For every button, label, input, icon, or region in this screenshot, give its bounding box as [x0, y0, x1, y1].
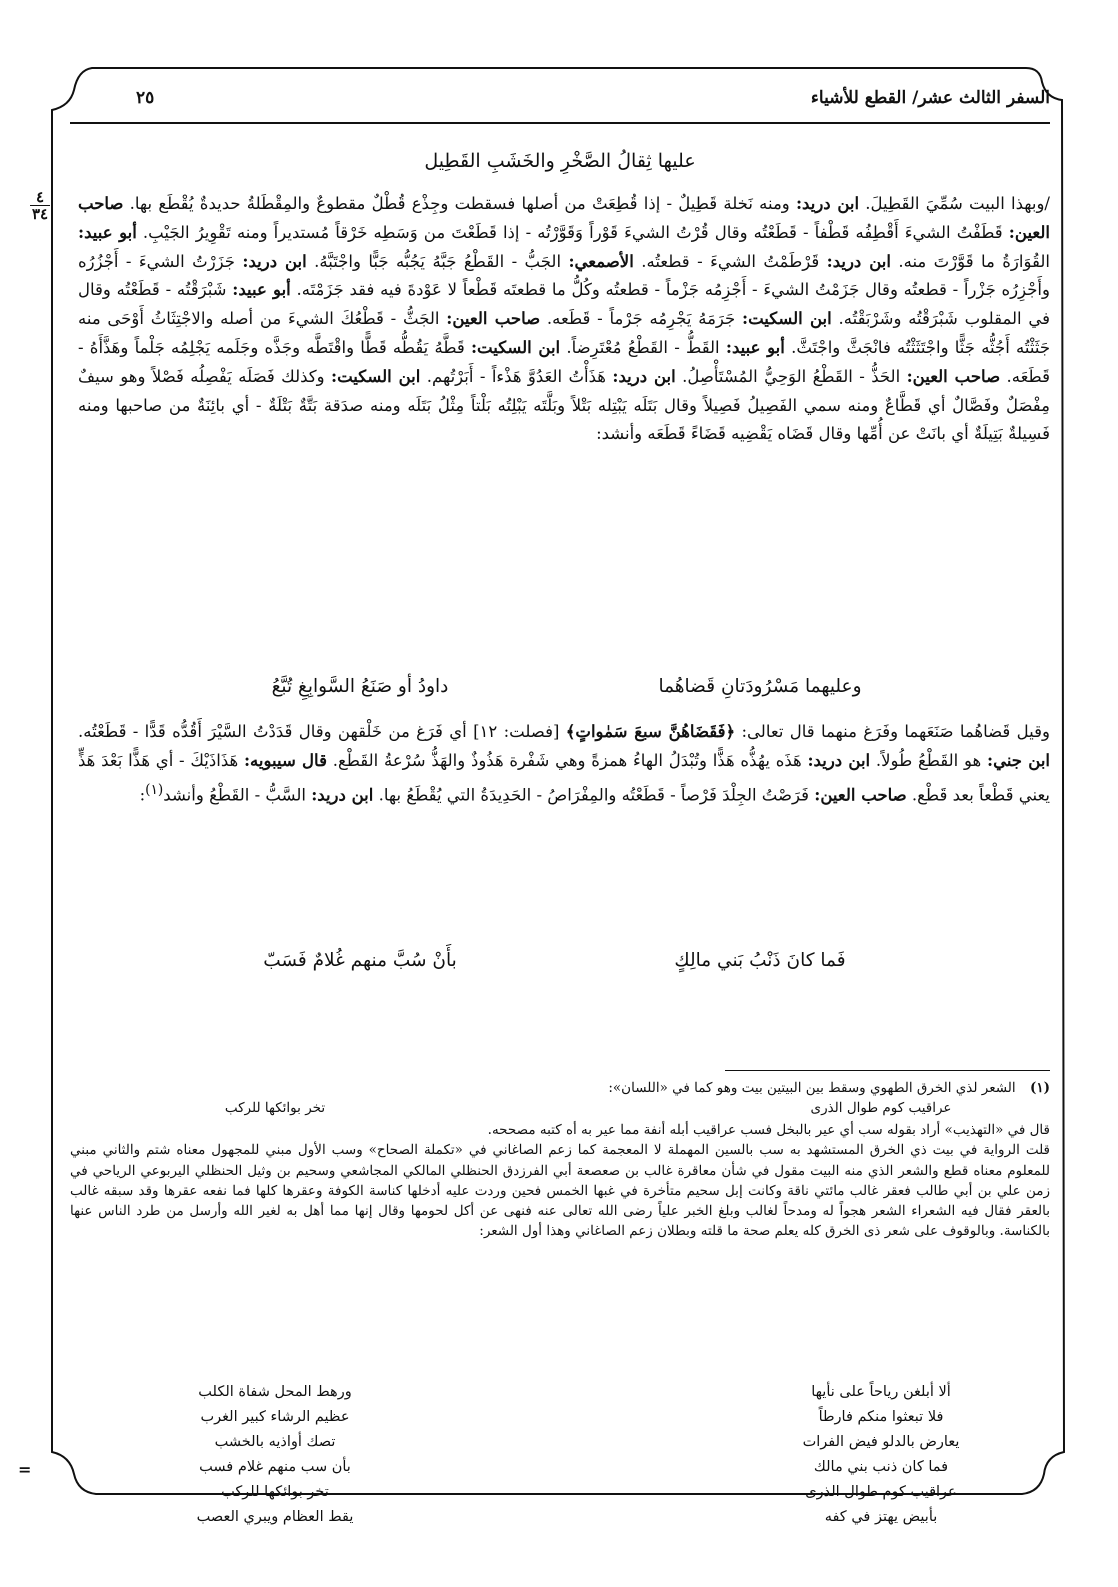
poem-verse	[70, 1505, 1050, 1530]
header-title: السفر الثالث عشر/ القطع للأشياء	[810, 88, 1050, 108]
couplet-first-hemistich: فَما كانَ ذَنْبُ بَني مالِكٍ	[674, 950, 846, 971]
text-run: القُوَارَةُ ما قَوَّرْتَ منه.	[890, 251, 1050, 271]
footnote-couplet-second: تخر بوائكها للركب	[224, 1100, 326, 1117]
speaker-name: صاحب العين:	[814, 785, 907, 805]
text-run: فَرَصْتُ الجِلْدَ فَرْصاً - قَطَعْتُه والمِفْرَاصُ - الحَدِيدَةُ التي يُقْطَعُ بها.	[373, 785, 815, 805]
speaker-name: صاحب العين:	[446, 309, 541, 329]
main-paragraph-2	[78, 718, 1050, 810]
speaker-name: ابن دريد:	[826, 251, 891, 271]
footnote-rule	[725, 1070, 1050, 1071]
page-number: ٢٥	[136, 88, 155, 108]
speaker-name: ابن دريد:	[311, 785, 374, 805]
speaker-name: ابن جني:	[986, 750, 1051, 770]
speaker-name: ﴿فَقَضَاهُنَّ سبعَ سَمٰواتٍ﴾	[565, 722, 736, 741]
poem-second-hemistich: تصك أواذيه بالخشب	[214, 1434, 336, 1450]
footnote-ref: (١)	[145, 781, 164, 798]
couplet-second-hemistich: بأَنْ سُبَّ منهم غُلامٌ فَسَبّ	[263, 950, 457, 971]
header-rule	[70, 122, 1050, 124]
speaker-name: قال سيبويه:	[243, 750, 327, 770]
speaker-name: صاحب العين:	[78, 194, 1050, 242]
text-run: جَرَمَهُ يَجْرِمُه جَرْماً - قَطَعه.	[540, 309, 743, 329]
couplet-second-hemistich: داودُ أو صَنَعُ السَّوابِغِ تُبَّعُ	[271, 676, 449, 697]
text-run: :	[139, 785, 146, 805]
text-run: قَرْطَمْتُ الشيءَ - قطعتُه.	[633, 251, 827, 271]
text-run: القَطُّ - القَطْعُ مُعْتَرِضاً.	[560, 337, 726, 357]
text-run: وكذلك فَصَلَه يَفْصِلُه فَصْلاً وهو سيفٌ مِفْصَلٌ وفَصَّالٌ أي قَطَّاعٌ ومنه سمي الفَصِيلُ فَصِيلاً وقال بَتَلَه يَبْتِله بَتْلاً وبَلَّتَه يَبْلِتُه بَلْتاً مِثْلُ بَتَلَه ومنه صدَقة بَتَّةٌ بَتْلَةٌ - أي بائِنَةٌ من صاحبها ومنه فَسِيلةٌ بَتِيلَةٌ أي بانَتْ عن أُمِّها وقال قَضَاه يَقْضِيه قَضَاءً قَطَعَه وأنشد:	[78, 366, 1050, 444]
text-run: وقيل قَضاهُما صَنَعَهما وفَرَغ منهما قال تعالى:	[735, 722, 1050, 741]
speaker-name: ابن دريد:	[242, 251, 307, 271]
footnote-paragraph: قلت الرواية في بيت ذي الخرق المستشهد به سب بالسين المهملة لا المعجمة كما زعم الصاغاني في «تكملة الصحاح» وسب الأول مبني للمجهول معناه شتم والثاني مبني للمعلوم معناه قطع والشعر الذي منه البيت مقول في شأن معاقرة غالب بن صعصعة أبي الفرزدق الحنظلي المالكي المجاشعي وسحيم بن وثيل الحنظلي اليربوعي الرياحي في زمن علي بن أبي طالب فعقر غالب مائتي ناقة وكانت إبل سحيم متأخرة في غبها الخمس فحين وردت عليه أدخلها كناسة الكوفة وعقرها كلها فما نفعه عقرها وقد سبقه غالب بالعقر فقال فيه الشعراء الشعر هجواً له ومدحاً لغالب وبلغ الخبر علياً رضى الله تعالى عنه فنهى عن أكل لحومها وقال إنها مما أهل به لغير الله وأرسل من طرد الناس عنها بالكناسة. وبالوقوف على شعر ذى الخرق كله يعلم صحة ما قلته وبطلان زعم الصاغاني وهذا أول الشعر:	[70, 1142, 1050, 1240]
footnote-intro-text: الشعر لذي الخرق الطهوي وسقط بين البيتين بيت وهو كما في «اللسان»:	[608, 1080, 1016, 1096]
text-run: هو القَطْعُ طُولاً.	[870, 750, 987, 770]
speaker-name: الأصمعي:	[568, 251, 634, 271]
verse-couplet-1	[130, 676, 990, 706]
text-run: هَذَاذَيْكَ - أي هَذًّا بَعْدَ هَذٍّ يعني قَطْعاً بعد قَطْع.	[78, 750, 1050, 805]
footnote-marker: (١)	[1029, 1080, 1050, 1096]
page	[18, 70, 1051, 1525]
text-run: الجَبُّ - القَطْعُ جَبَّهُ يَجُبُّه جَبًّا واجْتَبَّهُ.	[306, 251, 569, 271]
text-run: ومنه نَخلة قَطِيلٌ - إذا قُطِعَتْ من أصلها فسقطت وجِذْع قُطْلٌ مقطوعٌ والمِقْطَلةُ حديدةٌ يُقْطَع بها.	[123, 194, 796, 213]
footnote-section	[70, 1078, 1050, 1241]
speaker-name: أبو عبيد:	[725, 337, 785, 357]
speaker-name: ابن السكيت:	[470, 337, 561, 357]
poem-first-hemistich: فما كان ذنب بني مالك	[813, 1459, 949, 1475]
speaker-name: أبو عبيد:	[78, 222, 137, 242]
poem-verse	[70, 1380, 1050, 1405]
footnote-intro	[70, 1078, 1050, 1098]
margin-folio-reference	[20, 190, 60, 221]
text-run: السَّبُّ - القَطْعُ وأنشد	[163, 785, 312, 805]
speaker-name: ابن السكيت:	[742, 309, 832, 329]
poem-verse	[70, 1430, 1050, 1455]
main-paragraph-1	[78, 190, 1050, 449]
speaker-name: أبو عبيد:	[232, 280, 291, 300]
text-run: الحَذُّ - القَطْعُ الوَحِيُّ المُسْتَأْصِلُ.	[675, 366, 907, 386]
footnote-couplet-first: عراقيب كوم طوال الذرى	[810, 1100, 952, 1117]
speaker-name: ابن دريد:	[612, 366, 676, 386]
couplet-first-hemistich: وعليهما مَسْرُودَتانِ قَضاهُما	[658, 676, 862, 697]
running-header	[70, 82, 1050, 122]
text-run: /وبهذا البيت سُمِّيَ القَطِيلَ.	[859, 194, 1050, 213]
speaker-name: ابن السكيت:	[330, 366, 421, 386]
folio-top: ٤	[35, 188, 45, 206]
poem-second-hemistich: عظيم الرشاء كبير الغرب	[200, 1409, 350, 1425]
text-run: الجَثُّ - قَطْعُكَ الشيءَ من أصله والاجْتِثَاثُ أَوْحَى منه جَثَثْتُه أَجُثُّه جَثًّا واجْتَثَثْتُه فانْجَثَّ واجْتَثَّ.	[78, 309, 1051, 357]
text-run: قَطَّهُ يَقُطُّه قَطًّا واقْتَطَّه وجَذَّه وجَلَمه يَجْلِمُه جَلْماً وهَذَّأَهُ - قَطَعَه.	[78, 337, 1050, 386]
footnote-couplet	[70, 1098, 1050, 1120]
text-run: قَطَفْتُ الشيءَ أَقْطِفُه قَطْفاً - قَطَعْتُه وقال قُرْتُ الشيءَ قَوْراً وَقَوَّرْتُه - إذا قَطَعْتَ من وَسَطِه خَرْقاً مُستديراً ومنه تَقْوِيرُ الجَيْبِ.	[136, 222, 1009, 242]
poem-first-hemistich: يعارض بالدلو فيض الفرات	[802, 1434, 960, 1450]
text-run: [فصلت: ١٢] أي فَرَغ من خَلْقهن وقال قَدَدْتُ السَّيْرَ أَقُدُّه قَدًّا - قَطَعْتُه.	[78, 722, 566, 741]
poem-second-hemistich: بأن سب منهم غلام فسب	[199, 1459, 351, 1475]
speaker-name: ابن دريد:	[795, 194, 860, 213]
text-run: هَذَأْتُ العَدُوَّ هَذْءاً - أَبَرْتُهم.	[420, 366, 613, 386]
poem-first-hemistich: عراقيب كوم طوال الذرى	[805, 1484, 957, 1500]
speaker-name: صاحب العين:	[906, 366, 1001, 386]
text-run: هَذَه يهُذُّه هَذًّا وتُبْدَلُ الهاءُ همزةً وهي شَفْرة هَذُوذٌ والهَذُّ سُرْعةُ القَطْع.	[326, 750, 808, 770]
text-run: جَزَرْتُ الشيءَ - أَجْزُرُه وأَجْزِرُه جَزْراً - قطعتُه وقال جَزَمْتُ الشيءَ - أَجْزِمُه جَزْماً - قطعتُه وكُلُّ ما قطعتَه قَطْعاً لا عَوْدةَ فيه فقد جَزَمْتَه.	[78, 251, 1050, 300]
poem-verse	[70, 1480, 1050, 1505]
poem-verse	[70, 1455, 1050, 1480]
continuation-mark: =	[18, 1460, 32, 1479]
verse-line: عليها ثِقالُ الصَّخْرِ والخَشَبِ القَطِيل	[424, 150, 696, 172]
poem-first-hemistich: بأبيض يهتز في كفه	[824, 1509, 938, 1525]
text-run: شَبْرَقْتُه - قَطَعْتُه وقال في المقلوب شَبْرَقْتُه وشَرْبَقْتُه.	[78, 280, 1051, 329]
poem-first-hemistich: فلا تبعثوا منكم فارطاً	[818, 1409, 944, 1425]
poem-second-hemistich: ورهط المحل شفاة الكلب	[198, 1384, 352, 1400]
verse-couplet-2	[130, 950, 990, 980]
footnote-poem	[70, 1380, 1050, 1530]
speaker-name: ابن دريد:	[807, 750, 871, 770]
poem-second-hemistich: يقط العظام ويبري العصب	[196, 1509, 354, 1525]
folio-bottom: ٣٤	[31, 205, 49, 223]
poem-first-hemistich: ألا أبلغن رياحاً على نأيها	[811, 1384, 951, 1400]
footnote-note: قال في «التهذيب» أراد بقوله سب أي عير بالبخل فسب عراقيب أبله أنفة مما عير به أه كتبه مصححه.	[487, 1122, 1050, 1139]
poem-verse	[70, 1405, 1050, 1430]
poem-second-hemistich: تخر بوائكها للركب	[221, 1484, 329, 1500]
